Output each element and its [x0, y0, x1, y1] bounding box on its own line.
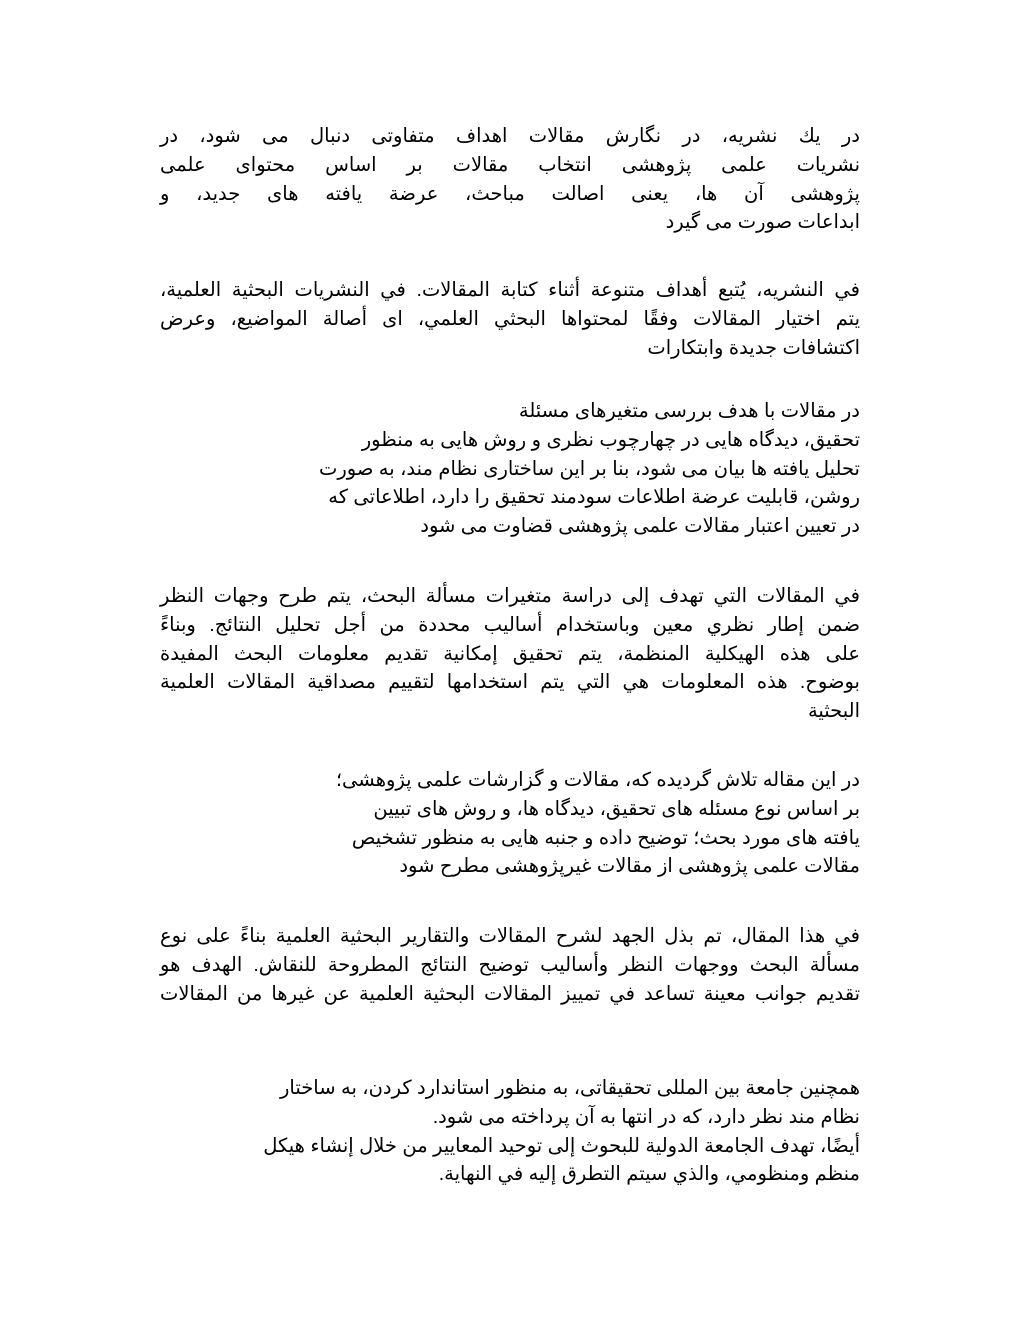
text-line: بر اساس نوع مسئله های تحقيق، ديدگاه ها، و روش های تبيين: [373, 797, 860, 820]
text-line: پژوهشی آن ها، يعنی اصالت مباحث، عرضة يافته های جديد، و: [160, 182, 860, 205]
text-line: مسألة البحث ووجهات النظر وأساليب توضيح النتائج المطروحة للنقاش. الهدف هو: [160, 953, 860, 976]
text-line: ضمن إطار نظري معين وباستخدام أساليب محددة من أجل تحليل النتائج. وبناءً: [160, 613, 860, 636]
text-line: مقالات علمی پژوهشی از مقالات غيرپژوهشی مطرح شود: [399, 855, 860, 878]
text-line: روشن، قابليت عرضة اطلاعات سودمند تحقيق را دارد، اطلاعاتی كه: [328, 486, 860, 509]
paragraph-persian-2: [160, 397, 860, 541]
paragraph-mixed-closing: [160, 1074, 860, 1189]
text-line: على هذه الهيكلية المنظمة، يتم تحقيق إمكانية تقديم معلومات البحث المفيدة: [160, 642, 860, 665]
paragraph-persian-3: [160, 766, 860, 881]
text-line: در مقالات با هدف بررسی متغيرهای مسئلة: [518, 400, 860, 422]
text-line: در اين مقاله تلاش گرديده كه، مقالات و گزارشات علمی پژوهشی؛: [335, 769, 860, 791]
text-line: نشريات علمی پژوهشی انتخاب مقالات بر اساس محتوای علمی: [160, 153, 860, 176]
text-line: نظام مند نظر دارد، كه در انتها به آن پرداخته می شود.: [432, 1105, 860, 1128]
text-line: در يك نشريه، در نگارش مقالات اهداف متفاوتی دنبال می شود، در: [160, 125, 860, 147]
paragraph-arabic-3: [160, 922, 860, 1008]
text-line: أيضًا، تهدف الجامعة الدولية للبحوث إلى توحيد المعايير من خلال إنشاء هيكل: [263, 1134, 860, 1157]
text-line: ابداعات صورت می گيرد: [665, 211, 860, 234]
text-line: اكتشافات جديدة وابتكارات: [647, 336, 860, 359]
text-line: البحثية: [807, 700, 860, 723]
paragraph-persian-1: [160, 122, 860, 237]
text-line: في المقالات التي تهدف إلى دراسة متغيرات مسألة البحث، يتم طرح وجهات النظر: [160, 585, 860, 607]
text-line: في هذا المقال، تم بذل الجهد لشرح المقالات والتقارير البحثية العلمية بناءً على نوع: [160, 925, 860, 947]
text-line: في النشريه، يُتبع أهداف متنوعة أثناء كتابة المقالات. في النشريات البحثية العلمية،: [160, 279, 860, 301]
text-line: همچنين جامعة بين المللی تحقيقاتی، به منظور استاندارد كردن، به ساختار: [280, 1077, 860, 1099]
text-line: يتم اختيار المقالات وفقًا لمحتواها البحثي العلمي، اى أصالة المواضيع، وعرض: [160, 307, 860, 330]
text-line: تقديم جوانب معينة تساعد في تمييز المقالات البحثية العلمية عن غيرها من المقالات: [160, 982, 860, 1005]
text-line: در تعيين اعتبار مقالات علمی پژوهشی قضاوت می شود: [420, 515, 860, 538]
text-line: يافته های مورد بحث؛ توضيح داده و جنبه هايی به منظور تشخيص: [351, 826, 860, 849]
text-line: تحليل يافته ها بيان می شود، بنا بر اين ساختاری نظام مند، به صورت: [318, 457, 860, 480]
paragraph-arabic-1: [160, 276, 860, 362]
text-line: بوضوح. هذه المعلومات هي التي يتم استخدامها لتقييم مصداقية المقالات العلمية: [160, 671, 860, 694]
paragraph-arabic-2: [160, 582, 860, 726]
text-line: تحقيق، ديدگاه هايی در چهارچوب نظری و روش هايی به منظور: [361, 428, 860, 451]
text-line: منظم ومنظومي، والذي سيتم التطرق إليه في النهاية.: [438, 1163, 860, 1186]
